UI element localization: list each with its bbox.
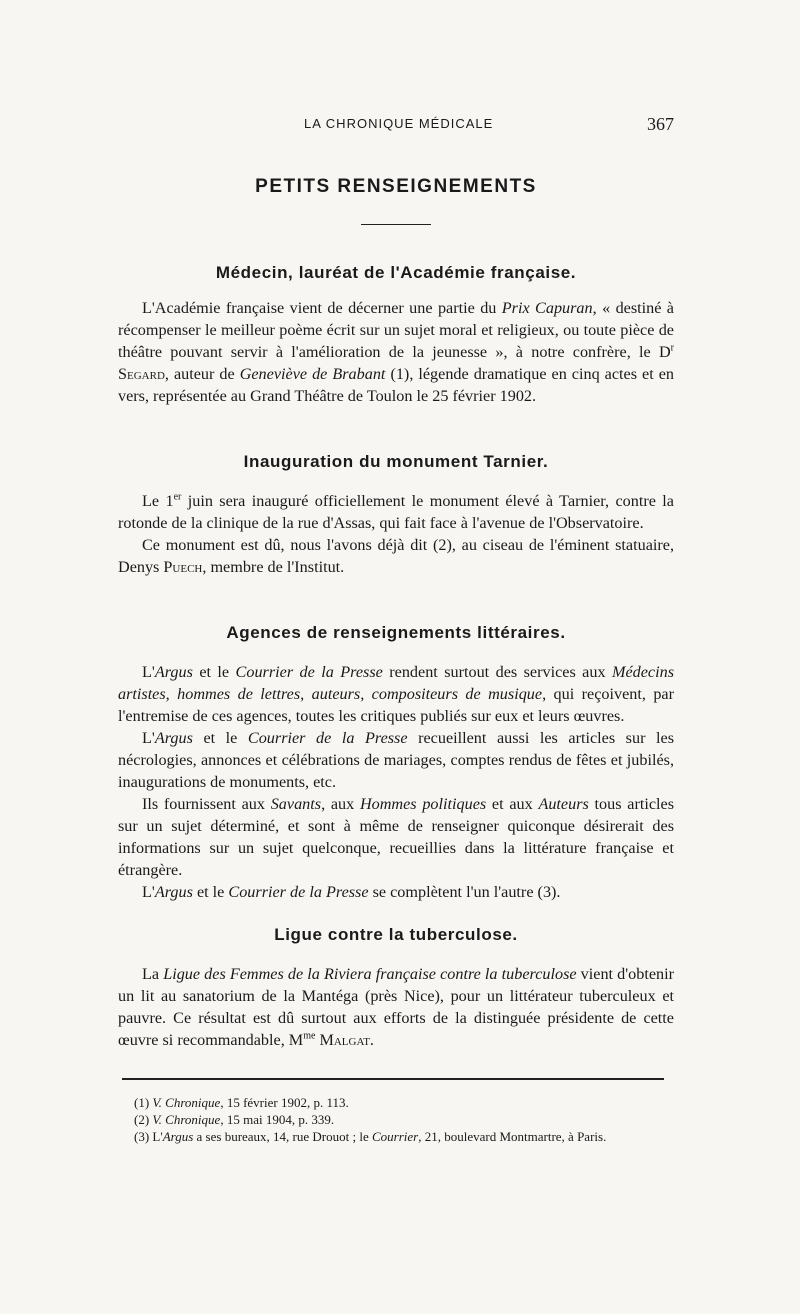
title-rule	[361, 224, 431, 225]
footnote: (1) V. Chronique, 15 février 1902, p. 113.	[134, 1095, 349, 1110]
document-page	[118, 0, 674, 1314]
section-title: Médecin, lauréat de l'Académie française.	[215, 263, 577, 282]
footnote: (2) V. Chronique, 15 mai 1904, p. 339.	[134, 1112, 335, 1127]
paragraph: L'Argus et le Courrier de la Presse recueillent aussi les articles sur les nécrologies, annonces et célébrations de mariages, comptes rendus de fêtes et jubilés, inaugurations de monuments, etc.	[118, 729, 674, 791]
running-header	[118, 116, 674, 136]
paragraph: Le 1er juin sera inauguré officiellement le monument élevé à Tarnier, contre la rotonde de la clinique de la rue d'Assas, qui fait face à l'avenue de l'Observatoire.	[118, 491, 674, 532]
paragraph: La Ligue des Femmes de la Riviera française contre la tuberculose vient d'obtenir un lit au sanatorium de la Mantéga (près Nice), pour un littérateur tuberculeux et pauvre. Ce résultat est dû surtout aux efforts de la distinguée présidente de cette œuvre si recommandable, $M^{me}$ Malgat.	[118, 965, 675, 1049]
section-tuberculose	[118, 925, 675, 1049]
section-tarnier	[118, 452, 674, 576]
page-number: 367	[647, 114, 674, 134]
paragraph: Ce monument est dû, nous l'avons déjà dit (2), au ciseau de l'éminent statuaire, Denys Puech, membre de l'Institut.	[118, 536, 674, 576]
main-title: PETITS RENSEIGNEMENTS	[255, 176, 537, 197]
footnote: (3) L'Argus a ses bureaux, 14, rue Drouot ; le Courrier, 21, boulevard Montmartre, à Paris.	[134, 1129, 607, 1144]
section-agences	[118, 623, 675, 901]
section-title: Inauguration du monument Tarnier.	[243, 452, 549, 471]
footnotes	[118, 1094, 674, 1145]
journal-name: LA CHRONIQUE MÉDICALE	[304, 116, 494, 131]
paragraph: L'Académie française vient de décerner une partie du Prix Capuran, « destiné à récompenser le meilleur poème écrit sur un sujet moral et religieux, ou toute pièce de théâtre pouvant servir à l'amélioration de la jeunesse », à notre confrère, le $D^r$ Segard, auteur de Geneviève de Brabant (1), légende dramatique en cinq actes et en vers, représentée au Grand Théâtre de Toulon le 25 février 1902.	[118, 299, 675, 405]
section-academie	[118, 263, 675, 405]
paragraph: L'Argus et le Courrier de la Presse se complètent l'un l'autre (3).	[142, 883, 561, 901]
section-title: Agences de renseignements littéraires.	[226, 623, 566, 642]
footnote-rule	[122, 1078, 664, 1080]
paragraph: Ils fournissent aux Savants, aux Hommes politiques et aux Auteurs tous articles sur un sujet déterminé, et sont à même de renseigner quiconque désirerait des informations sur un sujet quelconque, recueillies dans la littérature française et étrangère.	[118, 795, 674, 879]
section-title: Ligue contre la tuberculose.	[274, 925, 518, 944]
paragraph: L'Argus et le Courrier de la Presse rendent surtout des services aux Médecins artistes, hommes de lettres, auteurs, compositeurs de musique, qui reçoivent, par l'entremise de ces agences, toutes les critiques publiés sur eux et leurs œuvres.	[118, 663, 675, 725]
